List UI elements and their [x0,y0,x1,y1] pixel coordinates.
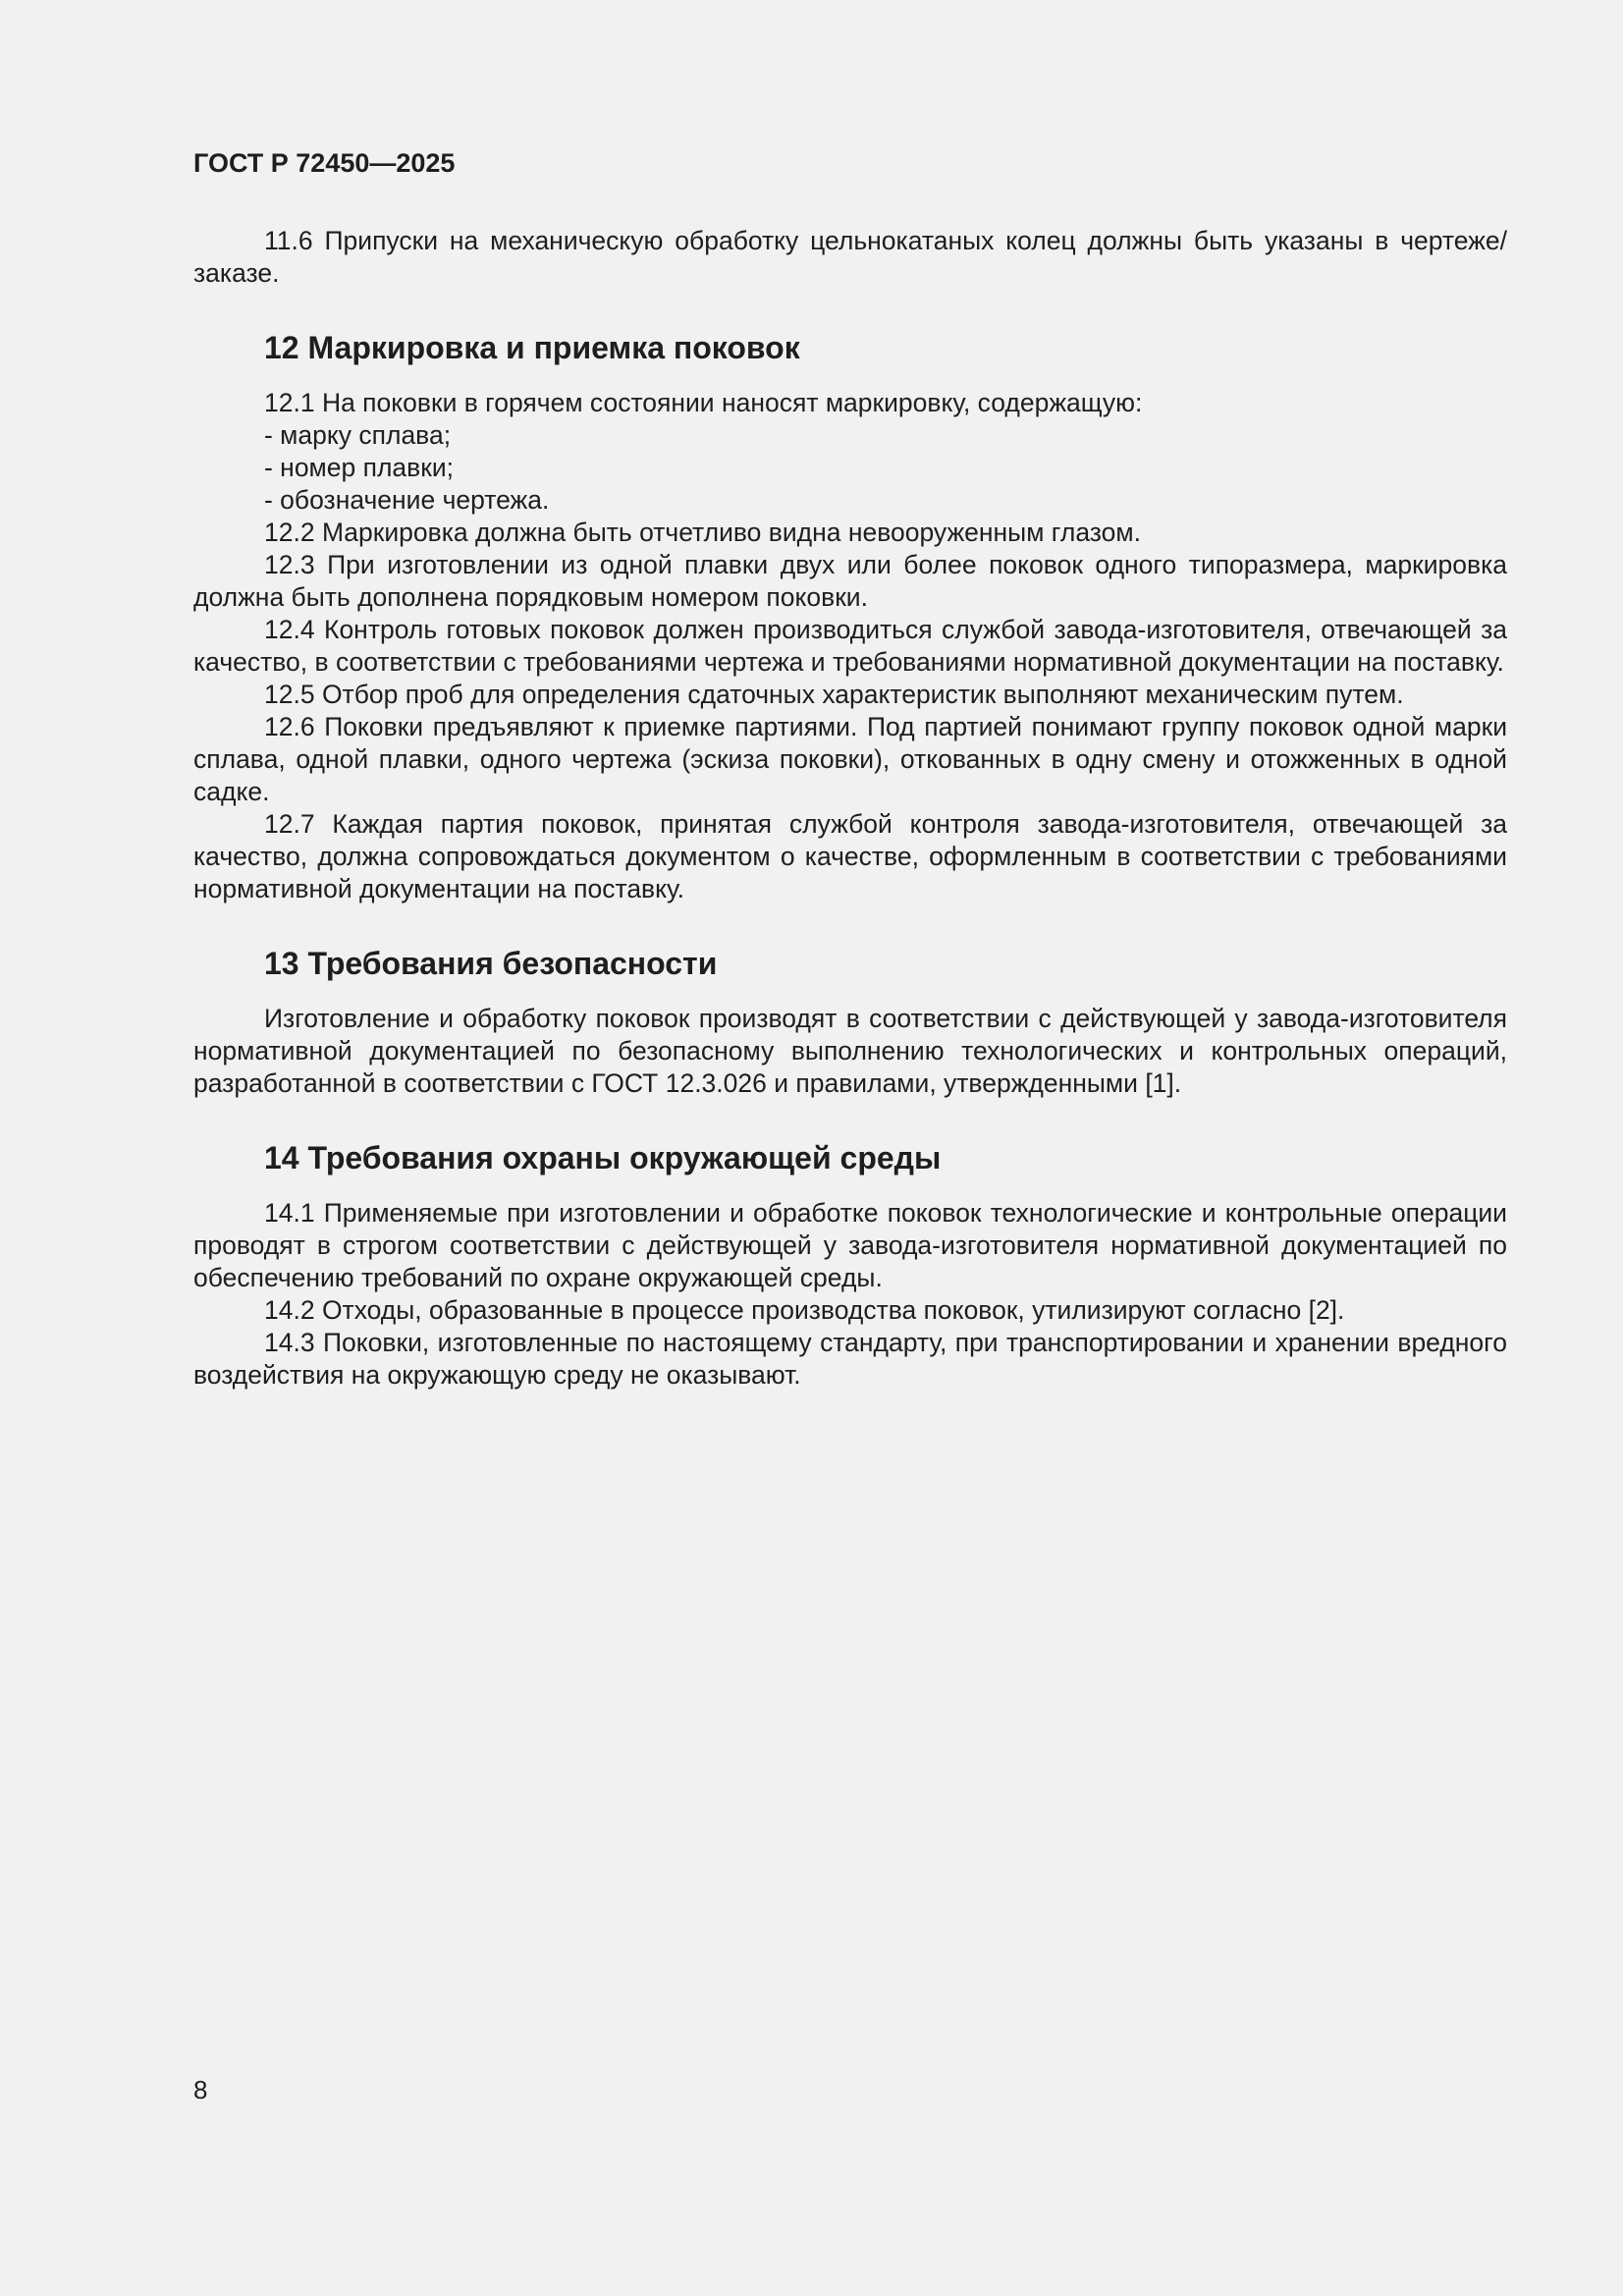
paragraph-14-2: 14.2 Отходы, образованные в процессе производства поковок, утилизируют согласно [2]. [264,1295,1345,1325]
list-item: - марку сплава; [264,420,452,450]
paragraph-12-2: 12.2 Маркировка должна быть отчетливо видна невооруженным глазом. [264,518,1141,547]
section-14-heading: 14 Требования охраны окружающей среды [264,1140,942,1175]
paragraph-12-4: 12.4 Контроль готовых поковок должен производиться службой завода-изготовителя, отвечающей за качество, в соответствии с требованиями чертежа и требованиями нормативной документации на поставку. [193,615,1507,677]
paragraph-13: Изготовление и обработку поковок производят в соответствии с действующей у завода-изготовителя нормативной документацией по безопасному выполнению технологических и контрольных операций, разработанной в соответствии с ГОСТ 12.3.026 и правилами, утвержденными [1]. [193,1004,1507,1098]
paragraph-14-3: 14.3 Поковки, изготовленные по настоящему стандарту, при транспортировании и хранении вредного воздействия на окружающую среду не оказывают. [193,1328,1507,1390]
list-item: - номер плавки; [264,453,455,482]
section-12-heading: 12 Маркировка и приемка поковок [264,330,800,365]
document-header: ГОСТ Р 72450—2025 [193,148,456,178]
paragraph-11-6: 11.6 Припуски на механическую обработку цельнокатаных колец должны быть указаны в чертеже/заказе. [193,226,1507,288]
paragraph-12-7: 12.7 Каждая партия поковок, принятая службой контроля завода-изготовителя, отвечающей за качество, должна сопровождаться документом о качестве, оформленным в соответствии с требованиями нормативной документации на поставку. [193,809,1507,903]
paragraph-14-1: 14.1 Применяемые при изготовлении и обработке поковок технологические и контрольные операции проводят в строгом соответствии с действующей у завода-изготовителя нормативной документацией по обеспечению требований по охране окружающей среды. [193,1198,1507,1292]
document-body [193,225,1507,1392]
paragraph-12-5: 12.5 Отбор проб для определения сдаточных характеристик выполняют механическим путем. [264,680,1404,709]
paragraph-12-6: 12.6 Поковки предъявляют к приемке партиями. Под партией понимают группу поковок одной марки сплава, одной плавки, одного чертежа (эскиза поковки), откованных в одну смену и отожженных в одной садке. [193,712,1507,806]
paragraph-12-3: 12.3 При изготовлении из одной плавки двух или более поковок одного типоразмера, маркировка должна быть дополнена порядковым номером поковки. [193,550,1507,612]
section-13-heading: 13 Требования безопасности [264,946,718,981]
paragraph-12-1: 12.1 На поковки в горячем состоянии наносят маркировку, содержащую: [264,388,1143,417]
list-item: - обозначение чертежа. [264,485,550,515]
page-number: 8 [193,2075,208,2105]
